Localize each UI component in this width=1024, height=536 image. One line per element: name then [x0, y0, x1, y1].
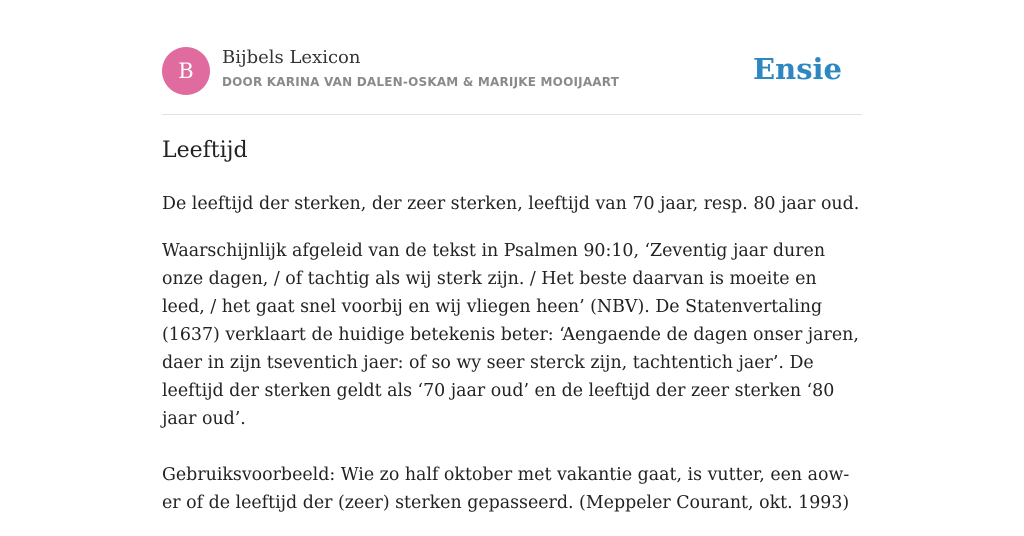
source-title[interactable]: Bijbels Lexicon — [222, 47, 361, 68]
entry-example: Gebruiksvoorbeeld: Wie zo half oktober met vakantie gaat, is vutter, een aow-er of de leeftijd der (zeer) sterken gepasseerd. (Meppeler Courant, okt. 1993) — [162, 465, 850, 513]
entry-title: Leeftijd — [162, 138, 248, 163]
entry-explanation: Waarschijnlijk afgeleid van de tekst in Psalmen 90:10, ‘Zeventig jaar duren onze dagen, / of tachtig als wij sterk zijn. / Het beste daarvan is moeite en leed, / het gaat snel voorbij en wij vliegen heen’ (NBV). De Statenvertaling (1637) verklaart de huidige betekenis beter: ‘Aengaende de dagen onser jaren, daer in zijn tseventich jaer: of so wy seer sterck zijn, tachtentich jaer’. De leeftijd der sterken geldt als ‘70 jaar oud’ en de leeftijd der zeer sterken ‘80 jaar oud’. — [162, 241, 859, 429]
lexicon-card — [162, 0, 862, 513]
source-header — [162, 0, 862, 115]
source-avatar[interactable]: B — [162, 47, 210, 95]
entry-definition: De leeftijd der sterken, der zeer sterken, leeftijd van 70 jaar, resp. 80 jaar oud. — [162, 194, 860, 214]
brand-logo[interactable]: Ensie — [753, 52, 842, 86]
entry-body — [162, 190, 862, 536]
source-authors: DOOR KARINA VAN DALEN-OSKAM & MARIJKE MOOIJAART — [222, 75, 620, 89]
